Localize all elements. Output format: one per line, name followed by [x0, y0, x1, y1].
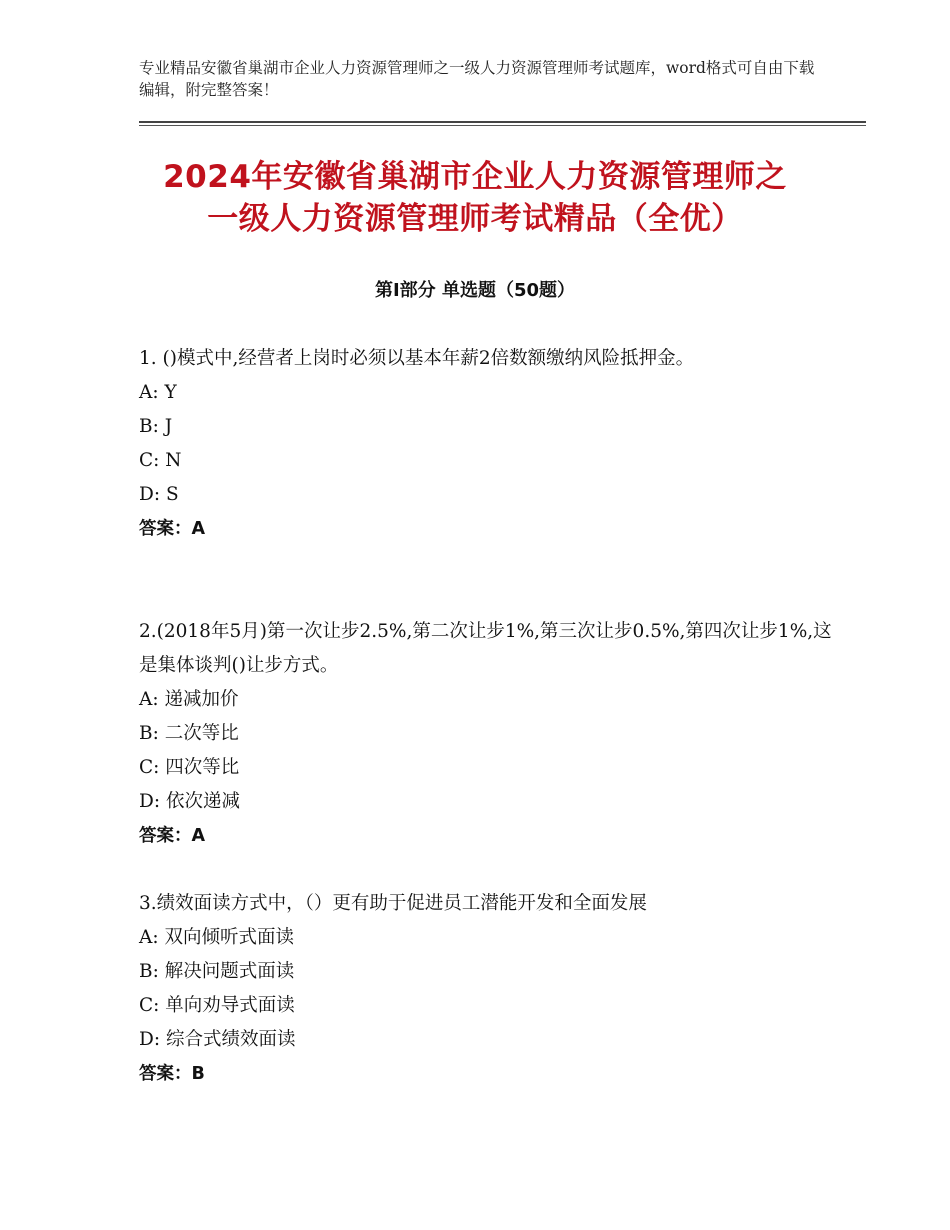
answer-label: 答案：A [139, 826, 206, 846]
question-2 [139, 615, 839, 853]
option-d: D: 综合式绩效面读 [139, 1029, 296, 1050]
option-a: A: 递减加价 [139, 689, 239, 710]
document-title [95, 156, 855, 240]
question-3 [139, 887, 839, 1091]
option-a: A: 双向倾听式面读 [139, 927, 294, 948]
question-stem: 2.(2018年5月)第一次让步2.5%,第二次让步1%,第三次让步0.5%,第四次让步1%,这是集体谈判()让步方式。 [139, 621, 832, 676]
option-d: D: S [139, 484, 179, 505]
question-stem: 1. ()模式中,经营者上岗时必须以基本年薪2倍数额缴纳风险抵押金。 [139, 348, 695, 369]
answer-label: 答案：A [139, 519, 206, 539]
header-rule-bottom [139, 125, 866, 126]
section-heading: 第Ⅰ部分 单选题（50题） [374, 280, 575, 301]
option-b: B: J [139, 416, 173, 437]
title-line-2: 一级人力资源管理师考试精品（全优） [207, 201, 743, 237]
option-a: A: Y [139, 382, 177, 403]
option-c: C: 四次等比 [139, 757, 240, 778]
title-line-1: 2024年安徽省巢湖市企业人力资源管理师之 [163, 159, 787, 195]
option-b: B: 二次等比 [139, 723, 239, 744]
question-stem: 3.绩效面读方式中，（）更有助于促进员工潜能开发和全面发展 [139, 893, 647, 914]
option-c: C: N [139, 450, 182, 471]
option-b: B: 解决问题式面读 [139, 961, 295, 982]
header-rule-top [139, 121, 866, 123]
question-1 [139, 342, 839, 546]
answer-label: 答案：B [139, 1064, 205, 1084]
option-d: D: 依次递减 [139, 791, 240, 812]
option-c: C: 单向劝导式面读 [139, 995, 295, 1016]
header-note: 专业精品安徽省巢湖市企业人力资源管理师之一级人力资源管理师考试题库，word格式可自由下载编辑，附完整答案！ [139, 59, 815, 99]
